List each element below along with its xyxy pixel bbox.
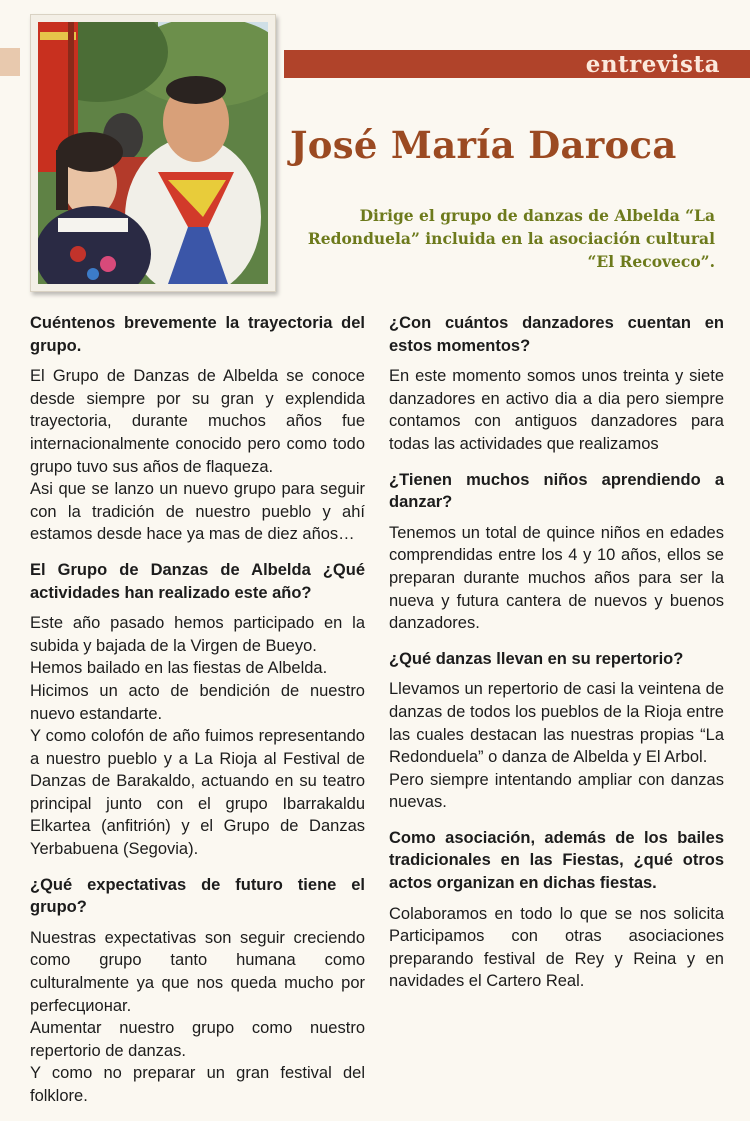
- photo-illustration: [38, 22, 268, 284]
- answer-paragraph: Colaboramos en todo lo que se nos solicita Participamos con otras asociaciones preparando festival de Rey y Reina y en navidades el Cartero Real.: [389, 904, 724, 991]
- question: ¿Con cuántos danzadores cuentan en estos momentos?: [389, 314, 724, 355]
- answer-paragraph: Llevamos un repertorio de casi la veintena de danzas de todos los pueblos de la Rioja entre las cuales destacan las nuestras propias “La Redonduela” o danza de Albelda y El Arbol.: [389, 680, 724, 767]
- section-banner: [284, 50, 750, 78]
- answer: [30, 927, 365, 1108]
- answer-paragraph: Y como colofón de año fuimos representando a nuestro pueblo y a La Rioja al Festival de Danzas de Barakaldo, actuando en su teatro principal junto con el grupo Ibarrakaldu Elkartea (anfitrión) y el Grupo de Danzas Yerbabuena (Segovia).: [30, 727, 365, 859]
- answer-paragraph: Pero siempre intentando ampliar con danzas nuevas.: [389, 770, 724, 812]
- left-column: [30, 312, 365, 1121]
- right-column: [389, 312, 724, 1006]
- answer: [389, 522, 724, 635]
- question: ¿Qué expectativas de futuro tiene el grupo?: [30, 875, 365, 917]
- answer-paragraph: Tenemos un total de quince niños en edades comprendidas entre los 4 y 10 años, ellos se preparan durante muchos años para ser la nueva y futura cantera de nuevos y buenos danzadores.: [389, 523, 724, 633]
- answer: [389, 903, 724, 993]
- answer-paragraph: Hicimos un acto de bendición de nuestro nuevo estandarte.: [30, 681, 365, 723]
- question: ¿Qué danzas llevan en su repertorio?: [389, 649, 684, 668]
- portrait-photo-frame: [30, 14, 276, 292]
- answer-paragraph: Este año pasado hemos participado en la subida y bajada de la Virgen de Bueyo.: [30, 614, 365, 655]
- answer: [389, 365, 724, 455]
- answer: [30, 365, 365, 546]
- answer-paragraph: El Grupo de Danzas de Albelda se conoce desde siempre por su gran y explendida trayectoria, durante muchos años fue internacionalmente conocido pero como todo grupo tuvo sus años de flaqueza.: [30, 367, 365, 476]
- question: Cuéntenos brevemente la trayectoria del grupo.: [30, 314, 365, 355]
- article-title: José María Daroca: [290, 123, 677, 167]
- answer: [30, 612, 365, 861]
- answer-paragraph: Nuestras expectativas son seguir creciendo como grupo tanto humana como culturalmente ya que nos queda mucho por perfecционar.: [30, 928, 365, 1015]
- answer-paragraph: Aumentar nuestro grupo como nuestro repertorio de danzas.: [30, 1019, 365, 1060]
- question: ¿Tienen muchos niños aprendiendo a danzar?: [389, 470, 724, 512]
- answer-paragraph: Hemos bailado en las fiestas de Albelda.: [30, 659, 328, 678]
- answer-paragraph: En este momento somos unos treinta y siete danzadores en activo dia a dia pero siempre contamos con antiguos danzadores para todas las actividades que realizamos: [389, 367, 724, 453]
- section-label: entrevista: [585, 51, 720, 78]
- question: Como asociación, además de los bailes tradicionales en las Fiestas, ¿qué otros actos organizan en dichas fiestas.: [389, 828, 724, 893]
- article-subtitle: Dirige el grupo de danzas de Albelda “La Redonduela” incluida en la asociación cultural “El Recoveco”.: [307, 206, 715, 271]
- answer-paragraph: Y como no preparar un gran festival del folklore.: [30, 1064, 365, 1105]
- question: El Grupo de Danzas de Albelda ¿Qué actividades han realizado este año?: [30, 560, 365, 602]
- portrait-photo: [38, 22, 268, 284]
- page-edge-tab: [0, 48, 20, 76]
- answer: [389, 678, 724, 814]
- answer-paragraph: Asi que se lanzo un nuevo grupo para seguir con la tradición de nuestro pueblo y ahí estamos desde hace ya mas de diez años…: [30, 480, 365, 544]
